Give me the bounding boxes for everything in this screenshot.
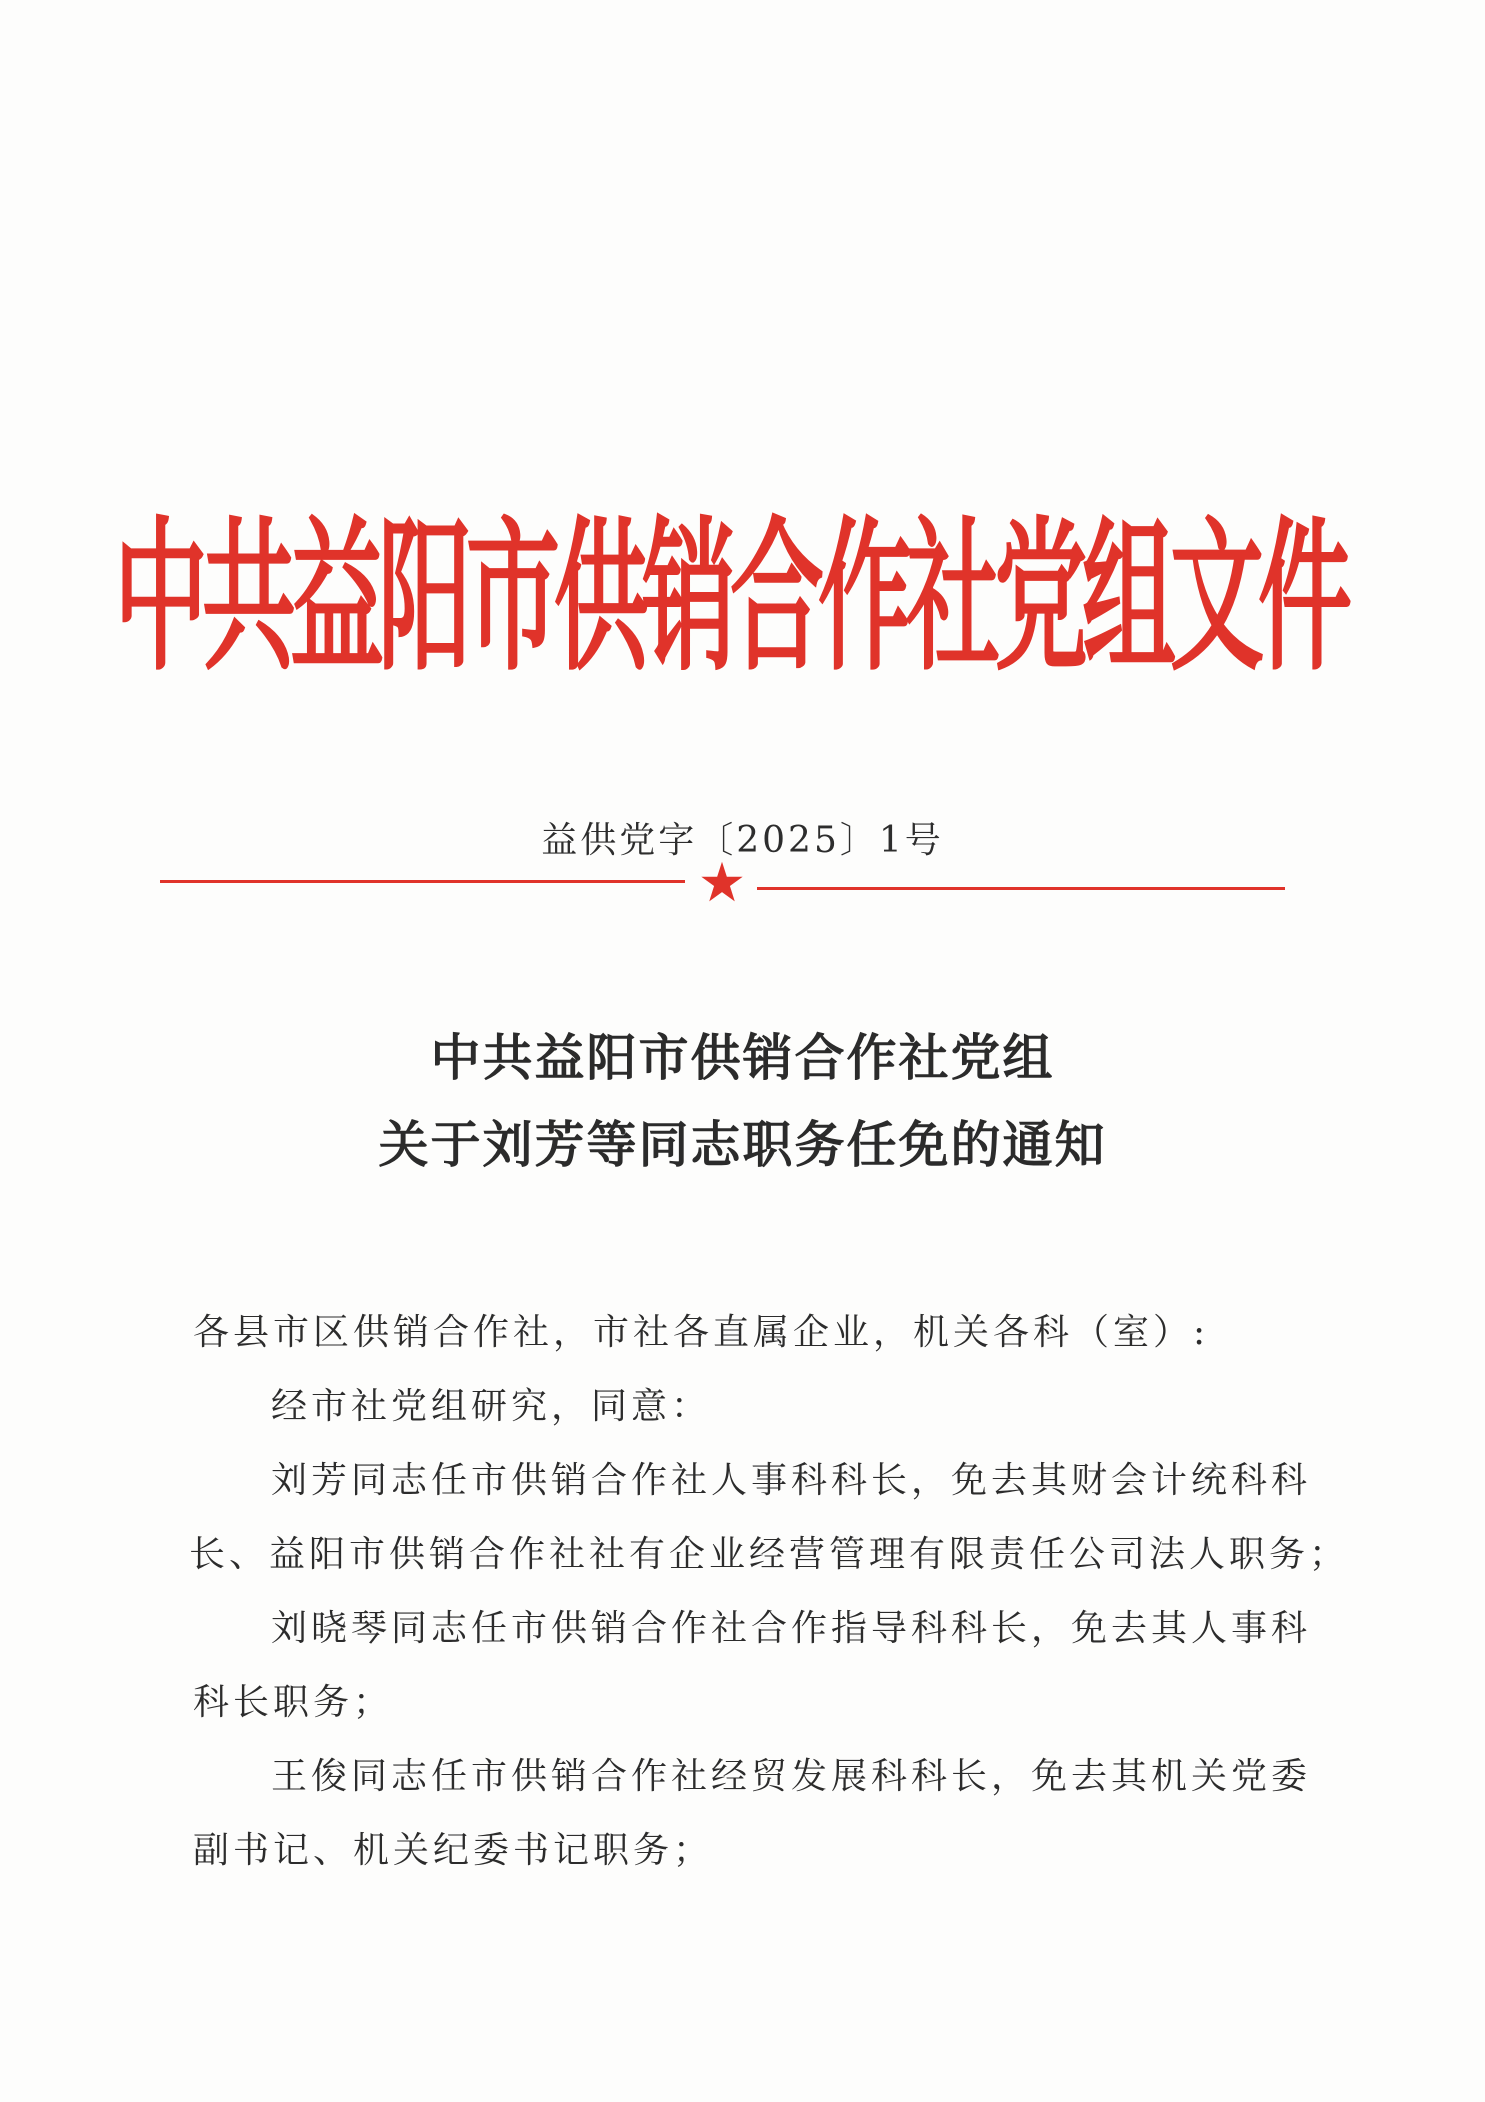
document-number: 益供党字〔2025〕1号 (541, 820, 944, 861)
masthead (114, 503, 1347, 695)
appointment-item (189, 1444, 1350, 1592)
appointment-item (193, 1740, 1312, 1888)
appointment-line: 副书记、机关纪委书记职务； (193, 1830, 714, 1871)
red-rule-left (160, 880, 685, 883)
appointment-item (193, 1592, 1312, 1740)
red-rule-right (757, 887, 1285, 890)
appointment-line: 刘晓琴同志任市供销合作社合作指导科科长，免去其人事科 (271, 1608, 1312, 1649)
intro-text: 经市社党组研究，同意： (271, 1386, 712, 1427)
appointment-line: 王俊同志任市供销合作社经贸发展科科长，免去其机关党委 (271, 1756, 1312, 1797)
intro-paragraph (193, 1370, 1303, 1444)
appointment-line: 刘芳同志任市供销合作社人事科科长，免去其财会计统科科 (271, 1460, 1312, 1501)
document-title-line1: 中共益阳市供销合作社党组 (430, 1029, 1055, 1087)
masthead-title: 中共益阳市供销合作社党组文件 (114, 503, 1347, 695)
salutation: 各县市区供销合作社，市社各直属企业，机关各科（室）: (193, 1312, 1210, 1353)
document-title-line2: 关于刘芳等同志职务任免的通知 (378, 1116, 1107, 1174)
appointment-line: 长、益阳市供销合作社社有企业经营管理有限责任公司法人职务； (189, 1534, 1350, 1575)
star-icon (700, 860, 744, 904)
appointment-line: 科长职务； (193, 1682, 394, 1723)
